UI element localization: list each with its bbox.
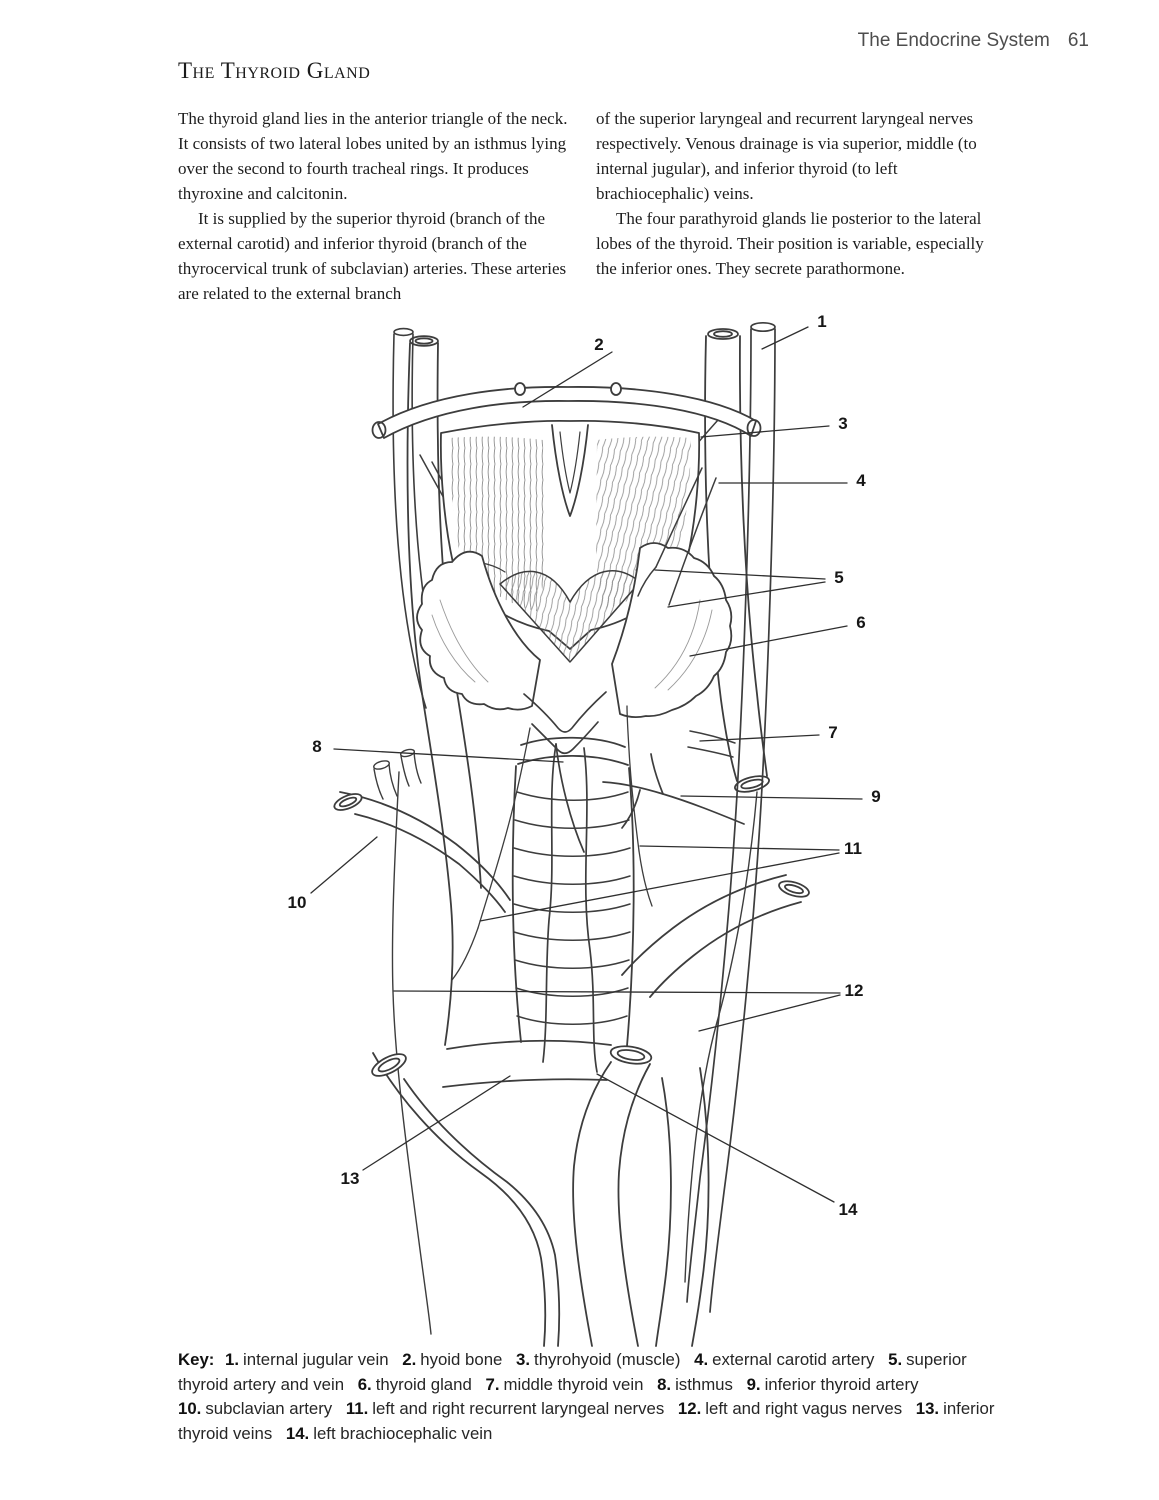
- key-item-label: inferior thyroid veins: [178, 1399, 995, 1443]
- key-item: [657, 1375, 733, 1394]
- key-item-label: middle thyroid vein: [503, 1374, 644, 1394]
- leader-lines: [311, 327, 862, 1202]
- key-item-label: inferior thyroid artery: [764, 1374, 919, 1394]
- key-item: [358, 1375, 472, 1394]
- chapter-title: The Endocrine System: [857, 30, 1050, 51]
- key-item-label: left and right vagus nerves: [705, 1399, 903, 1418]
- jugular-vein-left: [408, 336, 481, 1045]
- jugular-vein-right: [705, 329, 771, 795]
- key-item: [346, 1399, 664, 1418]
- figure-label-1: 1: [817, 312, 827, 331]
- key-item-number: 2.: [402, 1350, 417, 1369]
- paragraph: of the superior laryngeal and recurrent laryngeal nerves respectively. Venous drainage is via superior, middle (to internal jugular), and inferior thyroid (to left brachiocephalic) veins.: [596, 109, 977, 203]
- paragraph: The thyroid gland lies in the anterior triangle of the neck. It consists of two lateral lobes united by an isthmus lying over the second to fourth tracheal rings. It produces thyroxine and calcitonin.: [178, 109, 568, 203]
- superior-thyroid-vessels-left: [420, 455, 480, 549]
- figure-label-2: 2: [594, 335, 604, 354]
- key-item-number: 10.: [178, 1399, 202, 1418]
- key-item-label: internal jugular vein: [243, 1350, 389, 1369]
- figure-label-3: 3: [838, 414, 848, 433]
- key-item-label: isthmus: [675, 1374, 733, 1394]
- key-item-number: 7.: [485, 1374, 500, 1394]
- figure-label-6: 6: [856, 613, 866, 632]
- figure-key: [178, 1348, 1018, 1446]
- key-title: Key:: [178, 1350, 215, 1369]
- key-item-label: left and right recurrent laryngeal nerves: [372, 1399, 665, 1418]
- key-item-number: 6.: [357, 1374, 372, 1394]
- thyrohyoid-muscle: [441, 421, 699, 649]
- key-item-number: 4.: [694, 1350, 709, 1369]
- figure-label-7: 7: [828, 723, 838, 742]
- thyroid-gland-lobes: [417, 543, 731, 717]
- trachea: [513, 738, 634, 1046]
- key-item-number: 11.: [345, 1399, 369, 1418]
- key-item-label: thyroid gland: [375, 1374, 472, 1394]
- key-item: [694, 1350, 874, 1369]
- recurrent-laryngeal-nerves: [452, 706, 652, 980]
- subclavian-artery-right-tube: [622, 875, 811, 997]
- superior-laryngeal-vessel-right: [672, 420, 718, 472]
- inferior-thyroid-veins-lines: [543, 744, 597, 1072]
- figure-label-13: 13: [340, 1169, 360, 1188]
- figure-label-12: 12: [844, 981, 864, 1000]
- text-column-right: [596, 106, 986, 306]
- key-item: [747, 1375, 919, 1394]
- figure-label-5: 5: [834, 568, 844, 587]
- key-item-number: 8.: [657, 1374, 672, 1394]
- brachiocephalic-vessels: [369, 1041, 709, 1346]
- key-item: [225, 1350, 389, 1369]
- figure-label-14: 14: [838, 1200, 858, 1219]
- superior-thyroid-vessels-right: [638, 468, 716, 605]
- figure-label-4: 4: [856, 471, 866, 490]
- page-number: 61: [1067, 30, 1089, 51]
- figure-label-10: 10: [287, 893, 307, 912]
- subclavian-artery-left-tube: [332, 748, 510, 912]
- key-item-label: external carotid artery: [712, 1350, 875, 1369]
- running-header: [858, 30, 1089, 52]
- body-text: [178, 106, 986, 306]
- key-item-label: thyrohyoid (muscle): [534, 1350, 681, 1369]
- key-item-label: subclavian artery: [205, 1399, 333, 1418]
- key-item: [516, 1350, 680, 1369]
- key-item-label: left brachiocephalic vein: [313, 1423, 493, 1443]
- figure-label-9: 9: [871, 787, 881, 806]
- key-item-number: 14.: [285, 1423, 310, 1443]
- key-item: [485, 1375, 643, 1394]
- figure-label-11: 11: [844, 839, 862, 858]
- key-item-label: hyoid bone: [420, 1350, 503, 1369]
- key-item: [402, 1350, 502, 1369]
- section-title: The Thyroid Gland: [178, 58, 371, 83]
- paragraph: The four parathyroid glands lie posterior to the lateral lobes of the thyroid. Their position is variable, especially the inferior ones. They secrete parathormone.: [596, 209, 984, 278]
- key-item-label: superior thyroid artery and vein: [178, 1350, 967, 1394]
- key-item-number: 1.: [225, 1350, 240, 1369]
- key-item-number: 13.: [915, 1399, 940, 1418]
- key-item-number: 5.: [888, 1350, 903, 1369]
- key-item-number: 9.: [746, 1374, 761, 1394]
- key-item: [286, 1424, 492, 1443]
- inferior-thyroid-artery-lines: [603, 754, 744, 828]
- hyoid-bone: [373, 383, 761, 438]
- paragraph: It is supplied by the superior thyroid (branch of the external carotid) and inferior thyroid (branch of the thyrocervical trunk of subclavian) arteries. These arteries are related to the external branch: [178, 209, 567, 303]
- figure-label-8: 8: [312, 737, 322, 756]
- text-column-left: [178, 106, 568, 306]
- carotid-artery-right: [687, 323, 775, 1312]
- key-item-number: 12.: [677, 1399, 702, 1418]
- middle-thyroid-vein-lines: [688, 731, 735, 757]
- key-item: [178, 1399, 332, 1418]
- vagus-nerves: [392, 772, 757, 1334]
- isthmus: [524, 692, 606, 753]
- cricothyroid-muscles: [500, 571, 640, 662]
- carotid-artery-left: [393, 329, 430, 708]
- key-item-number: 3.: [516, 1350, 531, 1369]
- key-item: [678, 1399, 902, 1418]
